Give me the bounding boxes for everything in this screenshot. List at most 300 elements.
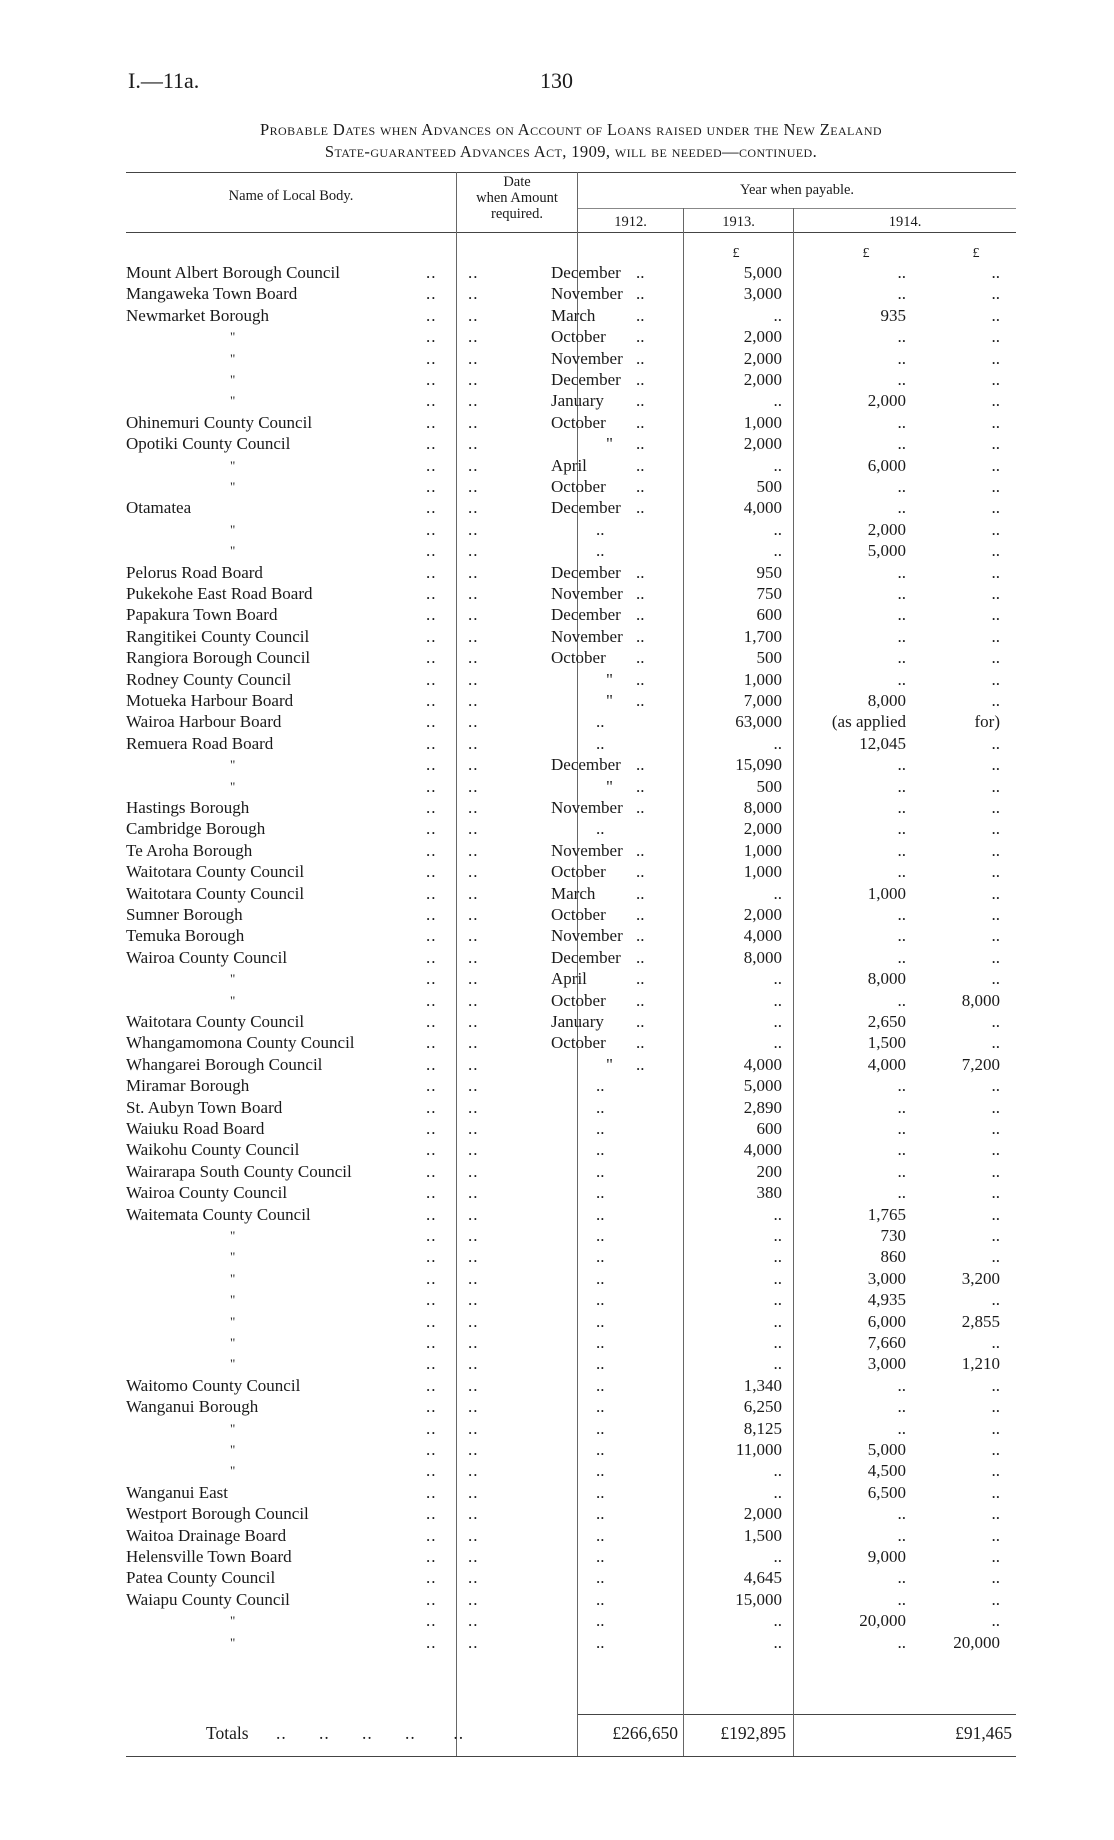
date-required: ..: [596, 1440, 605, 1459]
date-required: December: [551, 755, 621, 775]
amount-1912: ..: [773, 1033, 782, 1053]
leader-dots: .. ..: [426, 1054, 479, 1074]
amount-1912: ..: [773, 1311, 782, 1331]
table-row: [126, 1525, 1016, 1546]
amount-1914: 8,000: [961, 990, 1000, 1010]
leader-dots: .. ..: [426, 840, 479, 860]
amount-1912: 2,890: [743, 1097, 782, 1117]
leader-dots: .. ..: [426, 263, 479, 282]
table-title-line-1: Probable Dates when Advances on Account of Loans raised under the New Zealand: [260, 120, 882, 139]
table-top-rule: [126, 172, 1016, 173]
amount-1914: ..: [991, 1076, 1000, 1096]
leader-dots: .. ..: [426, 1461, 479, 1481]
amount-1914: 20,000: [953, 1632, 1000, 1652]
leader-dots: .. ..: [426, 1268, 479, 1288]
leader-dots: ..: [636, 327, 645, 347]
amount-1912: 4,000: [743, 1140, 782, 1160]
leader-dots: ..: [636, 263, 645, 282]
leader-dots: .. ..: [426, 862, 479, 882]
date-required: January: [551, 391, 604, 411]
name-column-header: Name of Local Body.: [228, 188, 354, 204]
date-required: ..: [596, 1183, 605, 1203]
amount-1914: ..: [991, 498, 1000, 518]
amount-1913: ..: [897, 1632, 906, 1652]
local-body-name: Whangarei Borough Council: [126, 1054, 323, 1074]
leader-dots: .. ..: [426, 1076, 479, 1096]
amount-1912: ..: [773, 969, 782, 989]
table-row: [126, 647, 1016, 668]
date-required: ..: [596, 519, 605, 539]
amount-1912: 5,000: [743, 263, 782, 282]
table-row: [126, 1118, 1016, 1139]
amount-1914: ..: [991, 1611, 1000, 1631]
date-required: ..: [596, 1204, 605, 1224]
amount-1913: 730: [880, 1226, 906, 1245]
amount-1913: 20,000: [859, 1611, 906, 1631]
local-body-name: Whangamomona County Council: [126, 1033, 355, 1053]
amount-1912: 15,090: [735, 755, 782, 775]
leader-dots: .. ..: [426, 1418, 479, 1438]
amount-1913: ..: [897, 862, 906, 882]
amount-1913: ..: [897, 947, 906, 967]
amount-1913: 860: [880, 1247, 906, 1267]
local-body-name: Waitotara County Council: [126, 1012, 305, 1031]
leader-dots: .. ..: [426, 1354, 479, 1374]
date-required: April: [551, 455, 587, 475]
leader-dots: .. ..: [426, 776, 479, 796]
amount-1912: ..: [773, 1611, 782, 1631]
amount-1913: ..: [897, 840, 906, 860]
amount-1914: ..: [991, 412, 1000, 432]
amount-1913: 6,000: [867, 455, 906, 475]
amount-1912: 8,125: [743, 1418, 782, 1438]
table-row: [126, 690, 1016, 711]
table-row: [126, 562, 1016, 583]
amount-1913: ..: [897, 1183, 906, 1203]
leader-dots: ..: [636, 648, 645, 668]
date-required: ..: [596, 1589, 605, 1609]
amount-1913: ..: [897, 584, 906, 603]
amount-1912: ..: [773, 1226, 782, 1245]
leader-dots: .. ..: [426, 1504, 479, 1524]
local-body-name: Opotiki County Council: [126, 434, 291, 454]
leader-dots: .. ..: [426, 1033, 479, 1053]
amount-1914: ..: [991, 455, 1000, 475]
amount-1912: 1,340: [743, 1375, 782, 1395]
amount-1913: ..: [897, 348, 906, 368]
date-required: ..: [596, 1247, 605, 1267]
date-required: ..: [596, 712, 605, 732]
amount-1912: 63,000: [735, 712, 782, 732]
amount-1914: ..: [991, 434, 1000, 454]
table-row: [126, 754, 1016, 775]
amount-1913: 12,045: [859, 733, 906, 753]
amount-1913: ..: [897, 477, 906, 496]
table-row: [126, 497, 1016, 518]
local-body-name: ": [230, 393, 236, 409]
local-body-name: Otamatea: [126, 498, 192, 518]
leader-dots: ..: [636, 626, 645, 646]
table-title-line-2: State-guaranteed Advances Act, 1909, will be needed—continued.: [324, 142, 818, 161]
leader-dots: ..: [636, 498, 645, 518]
amount-1912: ..: [773, 541, 782, 561]
amount-1913: 1,765: [867, 1204, 906, 1224]
leader-dots: .. ..: [426, 1611, 479, 1631]
date-required: ..: [596, 1354, 605, 1374]
leader-dots: ..: [636, 605, 645, 625]
leader-dots: ..: [636, 691, 645, 710]
local-body-name: Ohinemuri County Council: [126, 412, 313, 432]
local-body-name: Waiuku Road Board: [126, 1119, 265, 1138]
amount-1914: ..: [991, 1333, 1000, 1352]
date-required: December: [551, 605, 621, 625]
table-row: [126, 1139, 1016, 1160]
amount-1913: ..: [897, 1119, 906, 1138]
leader-dots: .. ..: [426, 1183, 479, 1203]
amount-1913: ..: [897, 1525, 906, 1545]
local-body-name: Pukekohe East Road Board: [126, 584, 313, 603]
amount-1914: ..: [991, 862, 1000, 882]
amount-1913: 9,000: [867, 1547, 906, 1566]
header-bottom-rule: [126, 232, 1016, 233]
leader-dots: .. ..: [426, 1440, 479, 1459]
table-row: [126, 797, 1016, 818]
leader-dots: .. ..: [426, 947, 479, 967]
amount-1914: ..: [991, 798, 1000, 817]
date-required: ..: [596, 1375, 605, 1395]
amount-1912: 500: [756, 648, 782, 668]
amount-1912: ..: [773, 391, 782, 411]
amount-1912: 600: [756, 605, 782, 625]
local-body-name: ": [230, 1420, 236, 1436]
amount-1914: ..: [991, 733, 1000, 753]
amount-1914: ..: [991, 263, 1000, 282]
totals-row: [126, 1720, 1016, 1746]
local-body-name: Wanganui East: [126, 1482, 229, 1502]
local-body-name: ": [230, 1249, 236, 1265]
leader-dots: .. ..: [426, 733, 479, 753]
table-row: [126, 1460, 1016, 1481]
amount-1914: ..: [991, 969, 1000, 989]
local-body-name: ": [230, 1613, 236, 1629]
amount-1912: 1,000: [743, 862, 782, 882]
table-row: [126, 1546, 1016, 1567]
table-row: [126, 990, 1016, 1011]
leader-dots: .. ..: [426, 327, 479, 347]
leader-dots: ..: [636, 1033, 645, 1053]
leader-dots: .. ..: [426, 1632, 479, 1652]
table-row: [126, 1589, 1016, 1610]
amount-1912: 7,000: [743, 691, 782, 710]
amount-1913: 3,000: [867, 1354, 906, 1374]
table-row: [126, 1075, 1016, 1096]
leader-dots: .. ..: [426, 990, 479, 1010]
amount-1914: ..: [991, 584, 1000, 603]
local-body-name: ": [230, 1228, 236, 1243]
local-body-name: Wanganui Borough: [126, 1397, 259, 1417]
date-header-line-1: Date: [503, 174, 531, 190]
table-row: [126, 1246, 1016, 1267]
date-required: October: [551, 327, 606, 347]
total-1912: £266,650: [612, 1723, 678, 1743]
date-required: ..: [596, 1161, 605, 1181]
leader-dots: .. ..: [426, 455, 479, 475]
amount-1914: ..: [991, 305, 1000, 325]
leader-dots: .. ..: [426, 1568, 479, 1588]
amount-1913: 5,000: [867, 541, 906, 561]
amount-1912: 500: [756, 477, 782, 496]
amount-1913: 2,000: [867, 391, 906, 411]
amount-1912: 2,000: [743, 1504, 782, 1524]
amount-1913: 8,000: [867, 691, 906, 710]
table-row: [126, 904, 1016, 925]
local-body-name: Newmarket Borough: [126, 305, 270, 325]
leader-dots: ..: [636, 969, 645, 989]
amount-1914: ..: [991, 370, 1000, 389]
local-body-name: Motueka Harbour Board: [126, 691, 294, 710]
table-row: [126, 1054, 1016, 1075]
amount-1913: ..: [897, 626, 906, 646]
amount-1914: ..: [991, 327, 1000, 347]
date-required: November: [551, 840, 623, 860]
amount-1914: 3,200: [961, 1268, 1000, 1288]
table-bottom-rule: [126, 1756, 1016, 1757]
leader-dots: ..: [636, 926, 645, 946]
amount-1912: ..: [773, 883, 782, 903]
amount-1912: 2,000: [743, 819, 782, 839]
amount-1913: ..: [897, 412, 906, 432]
amount-1912: 3,000: [743, 284, 782, 304]
amount-1912: 200: [756, 1161, 782, 1181]
amount-1914: ..: [991, 755, 1000, 775]
amount-1914: ..: [991, 541, 1000, 561]
leader-dots: ..: [636, 905, 645, 924]
local-body-name: ": [230, 971, 236, 987]
date-required: ": [606, 1054, 613, 1074]
local-body-name: ": [230, 457, 236, 473]
currency-1914: £: [972, 246, 980, 261]
amount-1914: ..: [991, 840, 1000, 860]
table-row: [126, 1268, 1016, 1289]
currency-1913: £: [862, 246, 870, 261]
amount-1912: ..: [773, 1268, 782, 1288]
leader-dots: .. ..: [426, 498, 479, 518]
leader-dots: .. ..: [426, 1119, 479, 1138]
amount-1912: 4,000: [743, 926, 782, 946]
date-required: ..: [596, 733, 605, 753]
amount-1912: 750: [756, 584, 782, 603]
table-row: [126, 519, 1016, 540]
table-row: [126, 540, 1016, 561]
amount-1914: ..: [991, 691, 1000, 710]
leader-dots: .. ..: [426, 1247, 479, 1267]
amount-1914: ..: [991, 562, 1000, 582]
amount-1912: ..: [773, 1482, 782, 1502]
amount-1913: 5,000: [867, 1440, 906, 1459]
local-body-name: Wairoa Harbour Board: [126, 712, 282, 732]
local-body-name: ": [230, 1335, 236, 1350]
table-row: [126, 262, 1016, 283]
amount-1912: ..: [773, 1632, 782, 1652]
local-body-name: Waikohu County Council: [126, 1140, 300, 1160]
amount-1914: ..: [991, 819, 1000, 839]
local-body-name: Wairoa County Council: [126, 1183, 288, 1203]
amount-1912: 600: [756, 1119, 782, 1138]
local-body-name: Mangaweka Town Board: [126, 284, 298, 304]
local-body-name: Sumner Borough: [126, 905, 243, 924]
leader-dots: .. ..: [426, 1589, 479, 1609]
amount-1914: ..: [991, 1204, 1000, 1224]
table-row: [126, 1011, 1016, 1032]
date-required: ": [606, 776, 613, 796]
totals-label: Totals: [206, 1723, 249, 1743]
amount-1913: ..: [897, 1504, 906, 1524]
year-1913-header: 1913.: [722, 214, 755, 230]
date-required: December: [551, 562, 621, 582]
amount-1913: (as applied: [831, 712, 906, 732]
leader-dots: .. ..: [426, 648, 479, 668]
total-1913: £192,895: [720, 1723, 786, 1743]
leader-dots: .. ..: [426, 477, 479, 496]
leader-dots: .. ..: [426, 1012, 479, 1031]
local-body-name: ": [230, 778, 236, 794]
leader-dots: ..: [636, 391, 645, 411]
total-1914: £91,465: [955, 1723, 1012, 1743]
date-required: ..: [596, 1333, 605, 1352]
leader-dots: .. ..: [426, 1140, 479, 1160]
table-row: [126, 1375, 1016, 1396]
leader-dots: .. ..: [426, 1097, 479, 1117]
leader-dots: ..: [636, 284, 645, 304]
date-required: ..: [596, 1268, 605, 1288]
local-body-name: ": [230, 1292, 236, 1308]
local-body-name: Te Aroha Borough: [126, 840, 253, 860]
table-row: [126, 476, 1016, 497]
amount-1913: ..: [897, 798, 906, 817]
amount-1913: ..: [897, 1568, 906, 1588]
amount-1914: ..: [991, 1525, 1000, 1545]
leader-dots: .. ..: [426, 519, 479, 539]
leader-dots: .. ..: [426, 348, 479, 368]
date-required: ..: [596, 1568, 605, 1588]
local-body-name: ": [230, 372, 236, 387]
table-row: [126, 1567, 1016, 1588]
amount-1914: ..: [991, 1161, 1000, 1181]
table-row: [126, 604, 1016, 625]
date-required: ..: [596, 1418, 605, 1438]
date-required: December: [551, 498, 621, 518]
date-required: ..: [596, 1226, 605, 1245]
leader-dots: ..: [636, 840, 645, 860]
local-body-name: ": [230, 543, 236, 559]
leader-dots: .. ..: [426, 926, 479, 946]
table-row: [126, 1289, 1016, 1310]
amount-1913: 8,000: [867, 969, 906, 989]
amount-1914: ..: [991, 1440, 1000, 1459]
date-required: April: [551, 969, 587, 989]
date-required: ..: [596, 1311, 605, 1331]
amount-1914: 1,210: [961, 1354, 1000, 1374]
local-body-name: Mount Albert Borough Council: [126, 263, 340, 282]
leader-dots: .. ..: [426, 969, 479, 989]
amount-1912: 1,700: [743, 626, 782, 646]
table-row: [126, 883, 1016, 904]
leader-dots: ..: [636, 947, 645, 967]
amount-1912: 8,000: [743, 947, 782, 967]
amount-1913: ..: [897, 926, 906, 946]
leader-dots: .. ..: [426, 562, 479, 582]
leader-dots: .. ..: [426, 798, 479, 817]
amount-1912: 1,000: [743, 669, 782, 689]
table-row: [126, 348, 1016, 369]
leader-dots: ..: [636, 798, 645, 817]
local-body-name: Pelorus Road Board: [126, 562, 263, 582]
local-body-name: Waitotara County Council: [126, 883, 305, 903]
amount-1913: ..: [897, 498, 906, 518]
document-reference: I.—11a.: [128, 68, 200, 93]
table-row: [126, 1182, 1016, 1203]
local-body-name: Temuka Borough: [126, 926, 245, 946]
date-required: ..: [596, 1290, 605, 1310]
leader-dots: .. ..: [426, 1397, 479, 1417]
amount-1914: ..: [991, 284, 1000, 304]
leader-dots: .. ..: [426, 605, 479, 625]
leader-dots: .. ..: [426, 905, 479, 924]
totals-top-rule: [577, 1714, 1016, 1715]
amount-1913: 4,000: [867, 1054, 906, 1074]
amount-1913: ..: [897, 434, 906, 454]
totals-leader-dots: .. .. .. .. ..: [276, 1723, 465, 1743]
amount-1914: ..: [991, 1033, 1000, 1053]
leader-dots: .. ..: [426, 391, 479, 411]
table-row: [126, 390, 1016, 411]
amount-1914: ..: [991, 947, 1000, 967]
local-body-name: Rangitikei County Council: [126, 626, 310, 646]
date-header-line-2: when Amount: [476, 190, 558, 206]
date-required: ..: [596, 1632, 605, 1652]
amount-1913: 4,500: [867, 1461, 906, 1481]
amount-1914: ..: [991, 626, 1000, 646]
amount-1912: 2,000: [743, 905, 782, 924]
amount-1913: ..: [897, 1140, 906, 1160]
date-required: ": [606, 669, 613, 689]
amount-1914: ..: [991, 1140, 1000, 1160]
table-row: [126, 1632, 1016, 1653]
amount-1914: ..: [991, 905, 1000, 924]
amount-1914: ..: [991, 883, 1000, 903]
table-row: [126, 455, 1016, 476]
leader-dots: ..: [636, 862, 645, 882]
amount-1912: ..: [773, 519, 782, 539]
date-required: November: [551, 584, 623, 603]
amount-1914: ..: [991, 519, 1000, 539]
leader-dots: .. ..: [426, 284, 479, 304]
amount-1912: ..: [773, 1012, 782, 1031]
leader-dots: .. ..: [426, 1525, 479, 1545]
local-body-name: Cambridge Borough: [126, 819, 266, 839]
table-row: [126, 776, 1016, 797]
amount-1913: ..: [897, 1097, 906, 1117]
amount-1914: ..: [991, 1547, 1000, 1566]
leader-dots: .. ..: [426, 626, 479, 646]
leader-dots: .. ..: [426, 1226, 479, 1245]
local-body-name: Patea County Council: [126, 1568, 276, 1588]
table-row: [126, 968, 1016, 989]
table-row: [126, 1503, 1016, 1524]
date-required: November: [551, 626, 623, 646]
amount-1914: 2,855: [961, 1311, 1000, 1331]
amount-1912: ..: [773, 1290, 782, 1310]
